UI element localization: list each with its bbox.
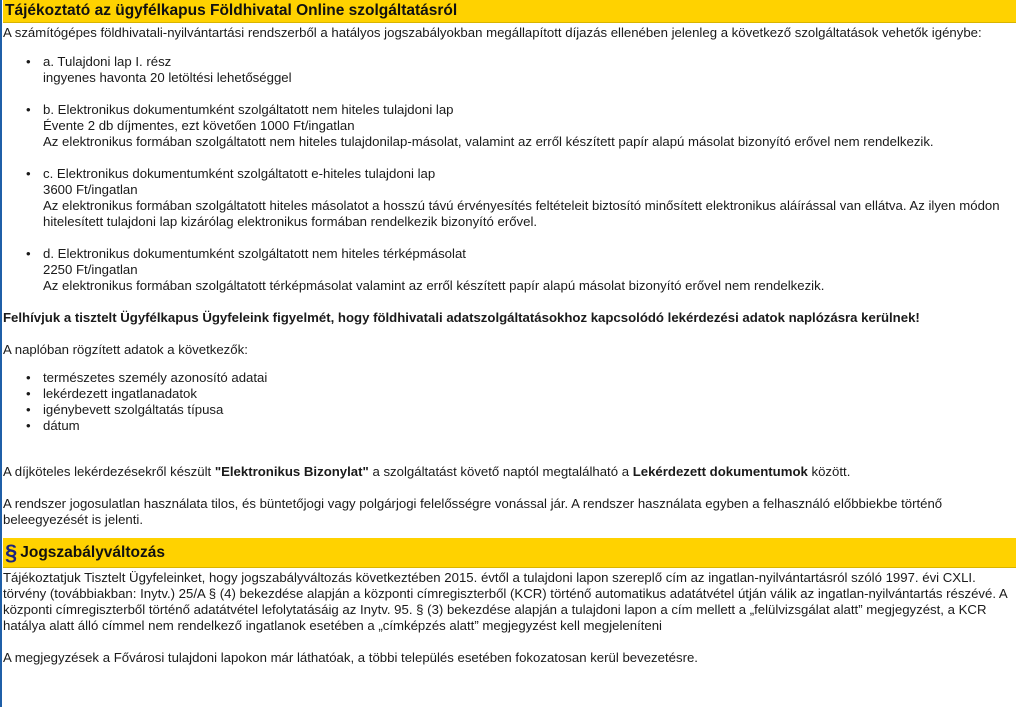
- certificate-text-3: között.: [807, 464, 851, 479]
- certificate-text-2: a szolgáltatást követő naptól megtalálható a: [368, 464, 633, 479]
- service-name: • c. Elektronikus dokumentumként szolgáltatott e-hiteles tulajdoni lap: [43, 166, 436, 181]
- service-name: • b. Elektronikus dokumentumként szolgáltatott nem hiteles tulajdoni lap: [43, 102, 454, 117]
- paragraph-sign-icon: §: [5, 540, 18, 565]
- list-item: • dátum: [3, 418, 1016, 434]
- queried-documents-label: Lekérdezett dokumentumok: [632, 464, 808, 479]
- logging-warning: Felhívjuk a tisztelt Ügyfélkapus Ügyfeleink figyelmét, hogy földhivatali adatszolgáltatásokhoz kapcsolódó lekérdezési adatok naplózásra kerülnek!: [3, 310, 920, 325]
- section-title: Jogszabályváltozás: [20, 544, 165, 561]
- services-list: [3, 54, 1016, 294]
- service-detail: 2250 Ft/ingatlan: [43, 262, 138, 277]
- certificate-paragraph: [3, 464, 1016, 480]
- list-item: [3, 54, 1016, 86]
- list-item: • igénybevett szolgáltatás típusa: [3, 402, 1016, 418]
- service-note: Az elektronikus formában szolgáltatott hiteles másolatot a hosszú távú érvényesítés feltételeit biztosító minősített elektronikus aláírással van ellátva. Az ilyen módon hitelesített tulajdoni lap kizárólag elektronikus formában rendelkezik bizonyító erővel.: [43, 198, 1000, 229]
- service-note: Az elektronikus formában szolgáltatott nem hiteles tulajdonilap-másolat, valamint az erről készített papír alapú másolat bizonyító erővel nem rendelkezik.: [43, 134, 934, 149]
- service-detail: 3600 Ft/ingatlan: [43, 182, 138, 197]
- page-title: Tájékoztató az ügyfélkapus Földhivatal Online szolgáltatásról: [5, 2, 458, 19]
- list-item: • természetes személy azonosító adatai: [3, 370, 1016, 386]
- legal-notice: A rendszer jogosulatlan használata tilos, és büntetőjogi vagy polgárjogi felelősségre vonással jár. A rendszer használata egyben a felhasználó előbbiekbe történő beleegyezését is jelenti.: [3, 496, 943, 527]
- section-header-info: [3, 0, 1016, 23]
- list-item: [3, 102, 1016, 150]
- list-item: • lekérdezett ingatlanadatok: [3, 386, 1016, 402]
- section-header-law-change: [3, 538, 1016, 568]
- list-item: [3, 246, 1016, 294]
- log-intro: A naplóban rögzített adatok a következők:: [3, 342, 248, 357]
- electronic-certificate-label: "Elektronikus Bizonylat": [214, 464, 369, 479]
- service-name: • a. Tulajdoni lap I. rész: [43, 54, 172, 69]
- law-change-paragraph: Tájékoztatjuk Tisztelt Ügyfeleinket, hogy jogszabályváltozás következtében 2015. évtől a tulajdoni lapon szereplő cím az ingatlan-nyilvántartásról szóló 1997. évi CXLI. törvény (továbbiakban: Inytv.) 25/A § (4) bekezdése alapján a központi címregiszterből (KCR) történő automatikus adatátvétel útján válik az ingatlan-nyilvántartás részévé. A központi címregiszterből történő adatátvétel lefolytatásáig az Inytv. 95. § (3) bekezdése alapján a tulajdoni lapon a cím mellett a „felülvizsgálat alatt” megjegyzést, a KCR hatálya alatt álló címmel nem rendelkező ingatlanok esetében a „címképzés alatt” megjegyzést kell megjeleníteni: [3, 570, 1007, 633]
- service-detail: ingyenes havonta 20 letöltési lehetőséggel: [43, 70, 292, 85]
- service-name: • d. Elektronikus dokumentumként szolgáltatott nem hiteles térképmásolat: [43, 246, 466, 261]
- log-items-list: [3, 370, 1016, 434]
- service-detail: Évente 2 db díjmentes, ezt követően 1000 Ft/ingatlan: [43, 118, 355, 133]
- left-accent-bar: [0, 0, 2, 707]
- service-note: Az elektronikus formában szolgáltatott térképmásolat valamint az erről készített papír alapú másolat bizonyító erővel nem rendelkezik.: [43, 278, 825, 293]
- intro-paragraph: A számítógépes földhivatali-nyilvántartási rendszerből a hatályos jogszabályokban megállapított díjazás ellenében jelenleg a következő szolgáltatások vehetők igénybe:: [3, 25, 982, 40]
- main-content: [3, 0, 1016, 666]
- certificate-text-1: A díjköteles lekérdezésekről készült: [3, 464, 215, 479]
- list-item: [3, 166, 1016, 230]
- law-change-note: A megjegyzések a Fővárosi tulajdoni lapokon már láthatóak, a többi település esetében fokozatosan kerül bevezetésre.: [3, 650, 698, 665]
